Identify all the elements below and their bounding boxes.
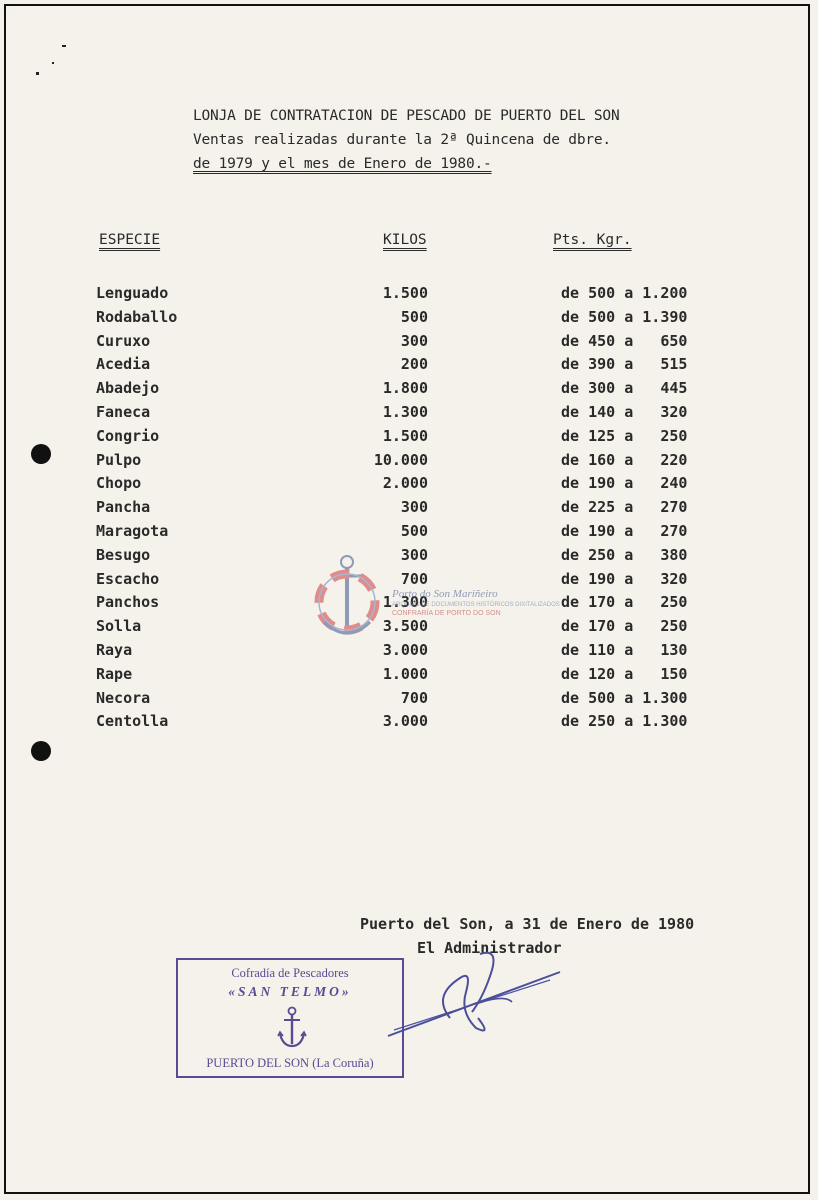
row-especie: Lenguado [96,284,169,302]
anchor-icon [277,1006,307,1050]
row-especie: Pancha [96,498,151,517]
row-price: de 250 a 380 [561,545,688,564]
row-kilos: 200 [400,355,428,374]
row-price: de 500 a 1.200 [561,284,688,302]
row-price: de 190 a 240 [561,474,688,493]
table-row [0,617,806,641]
table-row [0,498,806,522]
row-price: de 110 a 130 [561,640,688,659]
column-header-especie: ESPECIE [99,232,161,248]
row-price: de 120 a 150 [561,664,688,683]
row-kilos: 3.500 [382,617,428,636]
binder-hole [31,741,51,761]
table-row [0,665,806,689]
row-kilos: 1.000 [382,664,428,683]
row-price: de 500 a 1.300 [561,688,688,707]
row-price: de 450 a 650 [561,331,688,350]
row-price: de 170 a 250 [561,593,688,612]
row-especie: Acedia [96,355,151,374]
row-price: de 125 a 250 [561,426,688,445]
row-especie: Besugo [96,545,151,564]
row-kilos: 1.800 [382,379,428,398]
table-row [0,355,806,379]
row-kilos: 1.300 [382,593,428,612]
row-especie: Pulpo [96,450,142,469]
stamp-line-2: «SAN TELMO» [228,984,352,999]
speck [52,62,54,64]
table-row [0,641,806,665]
row-especie: Congrio [96,426,160,445]
row-kilos: 3.000 [382,640,428,659]
header-line-3: de 1979 y el mes de Enero de 1980.- [193,156,492,172]
table-row [0,451,806,475]
table-row [0,522,806,546]
table-row [0,712,806,736]
row-kilos: 300 [400,331,428,350]
row-price: de 190 a 320 [561,569,688,588]
row-kilos: 2.000 [382,474,428,493]
handwritten-signature [380,944,570,1044]
table-row [0,284,806,308]
anchor-lifebuoy-icon [312,552,382,644]
table-row [0,689,806,713]
row-especie: Centolla [96,712,169,731]
row-price: de 390 a 515 [561,355,688,374]
row-kilos: 500 [400,521,428,540]
place-date: Puerto del Son, a 31 de Enero de 1980 [360,915,695,933]
row-especie: Curuxo [96,331,151,350]
row-especie: Abadejo [96,379,160,398]
row-especie: Panchos [96,593,160,612]
table-row [0,332,806,356]
row-especie: Rape [96,664,133,683]
cofradia-stamp [176,958,404,1078]
row-kilos: 300 [400,498,428,517]
row-kilos: 700 [400,569,428,588]
row-especie: Solla [96,617,142,636]
watermark-subtitle: ARQUIVO DE DOCUMENTOS HISTÓRICOS DIXITALIZADOS [392,602,560,608]
row-price: de 160 a 220 [561,450,688,469]
row-especie: Rodaballo [96,307,178,326]
document-header [193,104,620,176]
row-price: de 500 a 1.390 [561,307,688,326]
row-price: de 225 a 270 [561,498,688,517]
row-price: de 190 a 270 [561,521,688,540]
stamp-line-1: Cofradía de Pescadores [231,966,349,980]
row-kilos: 300 [400,545,428,564]
watermark-title: Porto do Son Mariñeiro [392,588,498,600]
row-especie: Maragota [96,521,169,540]
column-header-price: Pts. Kgr. [553,232,632,248]
speck [62,45,66,47]
row-kilos: 10.000 [373,450,428,469]
stamp-line-3: PUERTO DEL SON (La Coruña) [206,1056,374,1070]
row-especie: Chopo [96,474,142,493]
row-kilos: 700 [400,688,428,707]
table-row [0,403,806,427]
row-especie: Faneca [96,402,151,421]
row-especie: Necora [96,688,151,707]
row-kilos: 1.300 [382,402,428,421]
table-row [0,474,806,498]
table-row [0,379,806,403]
row-kilos: 3.000 [382,712,428,731]
row-price: de 170 a 250 [561,617,688,636]
column-header-kilos: KILOS [383,232,427,248]
signatory-title: El Administrador [417,939,562,957]
row-kilos: 1.500 [382,284,428,302]
row-kilos: 1.500 [382,426,428,445]
table-row [0,308,806,332]
table-row [0,546,806,570]
header-line-2: Ventas realizadas durante la 2ª Quincena de dbre. [193,132,611,148]
row-especie: Escacho [96,569,160,588]
row-price: de 140 a 320 [561,402,688,421]
table-row [0,427,806,451]
speck [36,72,39,75]
row-especie: Raya [96,640,133,659]
row-kilos: 500 [400,307,428,326]
sales-table [0,284,806,736]
watermark-org: CONFRARÍA DE PORTO DO SON [392,610,501,617]
row-price: de 300 a 445 [561,379,688,398]
header-line-1: LONJA DE CONTRATACION DE PESCADO DE PUERTO DEL SON [193,108,620,124]
row-price: de 250 a 1.300 [561,712,688,731]
